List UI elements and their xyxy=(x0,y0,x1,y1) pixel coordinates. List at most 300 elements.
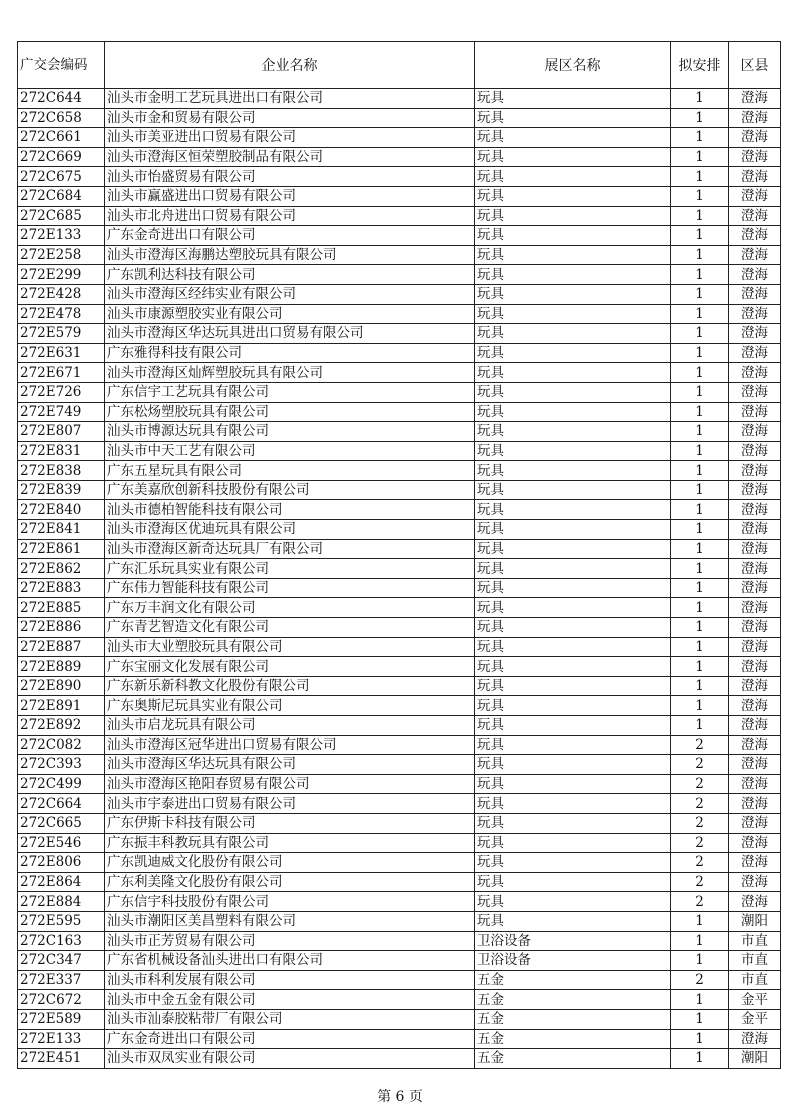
table-row xyxy=(18,324,781,344)
cell-county: 澄海 xyxy=(729,853,781,873)
cell-hall: 玩具 xyxy=(475,520,671,540)
table-row xyxy=(18,147,781,167)
cell-county: 澄海 xyxy=(729,186,781,206)
cell-code: 272E589 xyxy=(18,1009,105,1029)
table-row xyxy=(18,108,781,128)
cell-hall: 玩具 xyxy=(475,637,671,657)
cell-count: 1 xyxy=(671,480,729,500)
table-row xyxy=(18,265,781,285)
cell-county: 澄海 xyxy=(729,813,781,833)
cell-hall: 玩具 xyxy=(475,343,671,363)
cell-company: 广东伊斯卡科技有限公司 xyxy=(105,813,475,833)
cell-code: 272C685 xyxy=(18,206,105,226)
cell-hall: 五金 xyxy=(475,970,671,990)
cell-code: 272E451 xyxy=(18,1049,105,1069)
cell-county: 澄海 xyxy=(729,343,781,363)
cell-code: 272C661 xyxy=(18,128,105,148)
cell-county: 澄海 xyxy=(729,833,781,853)
table-row xyxy=(18,696,781,716)
cell-hall: 玩具 xyxy=(475,441,671,461)
cell-count: 1 xyxy=(671,265,729,285)
cell-county: 澄海 xyxy=(729,578,781,598)
table-row xyxy=(18,461,781,481)
cell-county: 澄海 xyxy=(729,422,781,442)
cell-hall: 玩具 xyxy=(475,206,671,226)
cell-hall: 玩具 xyxy=(475,774,671,794)
cell-county: 澄海 xyxy=(729,500,781,520)
cell-count: 1 xyxy=(671,402,729,422)
cell-county: 潮阳 xyxy=(729,911,781,931)
cell-code: 272E883 xyxy=(18,578,105,598)
cell-count: 1 xyxy=(671,716,729,736)
cell-code: 272E889 xyxy=(18,657,105,677)
cell-code: 272C499 xyxy=(18,774,105,794)
cell-county: 澄海 xyxy=(729,461,781,481)
table-row xyxy=(18,128,781,148)
cell-company: 广东凯利达科技有限公司 xyxy=(105,265,475,285)
cell-count: 1 xyxy=(671,618,729,638)
cell-company: 广东金奇进出口有限公司 xyxy=(105,226,475,246)
cell-count: 1 xyxy=(671,931,729,951)
table-row xyxy=(18,382,781,402)
cell-hall: 玩具 xyxy=(475,598,671,618)
cell-count: 1 xyxy=(671,186,729,206)
table-row xyxy=(18,951,781,971)
cell-county: 澄海 xyxy=(729,89,781,109)
cell-county: 澄海 xyxy=(729,755,781,775)
cell-county: 澄海 xyxy=(729,637,781,657)
cell-code: 272C684 xyxy=(18,186,105,206)
table-row xyxy=(18,559,781,579)
cell-county: 澄海 xyxy=(729,265,781,285)
cell-code: 272C669 xyxy=(18,147,105,167)
cell-county: 澄海 xyxy=(729,147,781,167)
cell-code: 272E546 xyxy=(18,833,105,853)
cell-county: 澄海 xyxy=(729,226,781,246)
table-row xyxy=(18,990,781,1010)
cell-hall: 玩具 xyxy=(475,128,671,148)
cell-company: 广东信宇科技股份有限公司 xyxy=(105,892,475,912)
cell-company: 广东美嘉欣创新科技股份有限公司 xyxy=(105,480,475,500)
page-number: 第 6 页 xyxy=(377,1089,423,1105)
cell-county: 澄海 xyxy=(729,324,781,344)
cell-county: 澄海 xyxy=(729,716,781,736)
cell-count: 1 xyxy=(671,578,729,598)
cell-company: 汕头市启龙玩具有限公司 xyxy=(105,716,475,736)
cell-hall: 玩具 xyxy=(475,245,671,265)
cell-hall: 玩具 xyxy=(475,716,671,736)
cell-count: 1 xyxy=(671,500,729,520)
cell-company: 广东凯迪威文化股份有限公司 xyxy=(105,853,475,873)
cell-county: 澄海 xyxy=(729,618,781,638)
cell-count: 1 xyxy=(671,108,729,128)
cell-count: 1 xyxy=(671,598,729,618)
cell-company: 汕头市澄海区华达玩具进出口贸易有限公司 xyxy=(105,324,475,344)
cell-count: 1 xyxy=(671,676,729,696)
cell-count: 1 xyxy=(671,911,729,931)
cell-count: 1 xyxy=(671,657,729,677)
cell-company: 汕头市宇泰进出口贸易有限公司 xyxy=(105,794,475,814)
cell-code: 272E258 xyxy=(18,245,105,265)
cell-count: 1 xyxy=(671,304,729,324)
cell-county: 澄海 xyxy=(729,1029,781,1049)
cell-company: 广东伟力智能科技有限公司 xyxy=(105,578,475,598)
cell-county: 澄海 xyxy=(729,559,781,579)
cell-code: 272E838 xyxy=(18,461,105,481)
table-row xyxy=(18,206,781,226)
cell-count: 1 xyxy=(671,422,729,442)
cell-count: 1 xyxy=(671,559,729,579)
cell-code: 272E886 xyxy=(18,618,105,638)
cell-company: 广东奥斯尼玩具实业有限公司 xyxy=(105,696,475,716)
cell-company: 汕头市澄海区优迪玩具有限公司 xyxy=(105,520,475,540)
cell-county: 澄海 xyxy=(729,676,781,696)
table-body xyxy=(18,89,781,1069)
cell-code: 272E839 xyxy=(18,480,105,500)
cell-company: 汕头市博源达玩具有限公司 xyxy=(105,422,475,442)
table-row xyxy=(18,618,781,638)
cell-county: 澄海 xyxy=(729,872,781,892)
table-row xyxy=(18,970,781,990)
table-row xyxy=(18,598,781,618)
cell-hall: 玩具 xyxy=(475,500,671,520)
header-county: 区县 xyxy=(729,42,781,89)
cell-company: 广东振丰科教玩具有限公司 xyxy=(105,833,475,853)
cell-company: 汕头市科利发展有限公司 xyxy=(105,970,475,990)
cell-hall: 玩具 xyxy=(475,618,671,638)
table-row xyxy=(18,794,781,814)
cell-count: 1 xyxy=(671,167,729,187)
cell-code: 272E807 xyxy=(18,422,105,442)
cell-company: 广东松炀塑胶玩具有限公司 xyxy=(105,402,475,422)
cell-hall: 玩具 xyxy=(475,872,671,892)
cell-company: 汕头市汕泰胶粘带厂有限公司 xyxy=(105,1009,475,1029)
cell-code: 272E840 xyxy=(18,500,105,520)
cell-hall: 五金 xyxy=(475,990,671,1010)
cell-code: 272E749 xyxy=(18,402,105,422)
cell-hall: 玩具 xyxy=(475,657,671,677)
cell-hall: 玩具 xyxy=(475,265,671,285)
header-code: 广交会编码 xyxy=(18,42,105,89)
cell-count: 2 xyxy=(671,970,729,990)
cell-count: 1 xyxy=(671,441,729,461)
cell-county: 澄海 xyxy=(729,774,781,794)
cell-company: 广东雅得科技有限公司 xyxy=(105,343,475,363)
cell-company: 汕头市大业塑胶玩具有限公司 xyxy=(105,637,475,657)
cell-hall: 玩具 xyxy=(475,382,671,402)
cell-code: 272E133 xyxy=(18,226,105,246)
cell-hall: 玩具 xyxy=(475,833,671,853)
cell-code: 272E892 xyxy=(18,716,105,736)
cell-hall: 玩具 xyxy=(475,402,671,422)
cell-county: 澄海 xyxy=(729,441,781,461)
cell-count: 1 xyxy=(671,1049,729,1069)
cell-code: 272E885 xyxy=(18,598,105,618)
cell-code: 272E891 xyxy=(18,696,105,716)
cell-code: 272C658 xyxy=(18,108,105,128)
cell-hall: 玩具 xyxy=(475,167,671,187)
cell-company: 汕头市中金五金有限公司 xyxy=(105,990,475,1010)
cell-hall: 玩具 xyxy=(475,755,671,775)
cell-hall: 玩具 xyxy=(475,559,671,579)
table-row xyxy=(18,402,781,422)
cell-count: 1 xyxy=(671,147,729,167)
cell-county: 澄海 xyxy=(729,382,781,402)
cell-count: 1 xyxy=(671,539,729,559)
table-row xyxy=(18,735,781,755)
cell-code: 272E671 xyxy=(18,363,105,383)
cell-count: 2 xyxy=(671,833,729,853)
cell-code: 272C082 xyxy=(18,735,105,755)
cell-count: 1 xyxy=(671,1029,729,1049)
cell-company: 广东信宇工艺玩具有限公司 xyxy=(105,382,475,402)
cell-code: 272C664 xyxy=(18,794,105,814)
table-row xyxy=(18,441,781,461)
table-row xyxy=(18,500,781,520)
cell-hall: 玩具 xyxy=(475,892,671,912)
cell-count: 1 xyxy=(671,206,729,226)
cell-count: 1 xyxy=(671,951,729,971)
cell-company: 汕头市澄海区经纬实业有限公司 xyxy=(105,284,475,304)
cell-company: 汕头市澄海区冠华进出口贸易有限公司 xyxy=(105,735,475,755)
table-row xyxy=(18,676,781,696)
cell-company: 汕头市金明工艺玩具进出口有限公司 xyxy=(105,89,475,109)
table-row xyxy=(18,167,781,187)
cell-county: 澄海 xyxy=(729,363,781,383)
cell-company: 汕头市潮阳区美昌塑料有限公司 xyxy=(105,911,475,931)
cell-count: 2 xyxy=(671,755,729,775)
cell-hall: 玩具 xyxy=(475,226,671,246)
cell-county: 澄海 xyxy=(729,696,781,716)
cell-county: 市直 xyxy=(729,951,781,971)
table-row xyxy=(18,539,781,559)
cell-county: 澄海 xyxy=(729,735,781,755)
cell-count: 1 xyxy=(671,696,729,716)
table-row xyxy=(18,657,781,677)
cell-hall: 五金 xyxy=(475,1009,671,1029)
header-company: 企业名称 xyxy=(105,42,475,89)
table-row xyxy=(18,931,781,951)
cell-code: 272E862 xyxy=(18,559,105,579)
header-row xyxy=(18,42,781,89)
cell-county: 澄海 xyxy=(729,480,781,500)
header-count: 拟安排 xyxy=(671,42,729,89)
cell-hall: 玩具 xyxy=(475,696,671,716)
cell-code: 272E890 xyxy=(18,676,105,696)
cell-county: 澄海 xyxy=(729,304,781,324)
cell-hall: 玩具 xyxy=(475,480,671,500)
cell-county: 澄海 xyxy=(729,892,781,912)
cell-count: 1 xyxy=(671,520,729,540)
table-row xyxy=(18,813,781,833)
table-row xyxy=(18,853,781,873)
cell-count: 1 xyxy=(671,128,729,148)
cell-county: 市直 xyxy=(729,970,781,990)
cell-company: 汕头市怡盛贸易有限公司 xyxy=(105,167,475,187)
cell-code: 272C665 xyxy=(18,813,105,833)
cell-county: 澄海 xyxy=(729,167,781,187)
cell-county: 澄海 xyxy=(729,539,781,559)
cell-county: 澄海 xyxy=(729,598,781,618)
cell-count: 2 xyxy=(671,853,729,873)
cell-count: 1 xyxy=(671,382,729,402)
cell-hall: 玩具 xyxy=(475,539,671,559)
cell-count: 2 xyxy=(671,794,729,814)
table-row xyxy=(18,1049,781,1069)
cell-county: 金平 xyxy=(729,1009,781,1029)
table-row xyxy=(18,284,781,304)
cell-hall: 玩具 xyxy=(475,794,671,814)
cell-county: 澄海 xyxy=(729,657,781,677)
cell-hall: 玩具 xyxy=(475,461,671,481)
cell-hall: 玩具 xyxy=(475,89,671,109)
cell-hall: 玩具 xyxy=(475,853,671,873)
cell-county: 澄海 xyxy=(729,128,781,148)
cell-code: 272E579 xyxy=(18,324,105,344)
cell-code: 272E887 xyxy=(18,637,105,657)
cell-code: 272C347 xyxy=(18,951,105,971)
cell-company: 汕头市赢盛进出口贸易有限公司 xyxy=(105,186,475,206)
cell-count: 1 xyxy=(671,245,729,265)
table-row xyxy=(18,89,781,109)
cell-hall: 玩具 xyxy=(475,363,671,383)
cell-company: 广东利美隆文化股份有限公司 xyxy=(105,872,475,892)
cell-county: 澄海 xyxy=(729,245,781,265)
table-row xyxy=(18,304,781,324)
table-row xyxy=(18,637,781,657)
cell-hall: 玩具 xyxy=(475,108,671,128)
cell-code: 272E133 xyxy=(18,1029,105,1049)
cell-company: 广东新乐新科教文化股份有限公司 xyxy=(105,676,475,696)
cell-code: 272E478 xyxy=(18,304,105,324)
cell-code: 272E595 xyxy=(18,911,105,931)
cell-code: 272C163 xyxy=(18,931,105,951)
cell-hall: 玩具 xyxy=(475,186,671,206)
table-row xyxy=(18,833,781,853)
cell-count: 1 xyxy=(671,1009,729,1029)
cell-code: 272E884 xyxy=(18,892,105,912)
cell-company: 汕头市澄海区灿辉塑胶玩具有限公司 xyxy=(105,363,475,383)
cell-hall: 五金 xyxy=(475,1029,671,1049)
cell-company: 汕头市康源塑胶实业有限公司 xyxy=(105,304,475,324)
cell-count: 2 xyxy=(671,813,729,833)
cell-count: 1 xyxy=(671,284,729,304)
table-row xyxy=(18,245,781,265)
cell-count: 2 xyxy=(671,774,729,794)
table-row xyxy=(18,716,781,736)
cell-hall: 玩具 xyxy=(475,676,671,696)
cell-company: 广东汇乐玩具实业有限公司 xyxy=(105,559,475,579)
table-row xyxy=(18,872,781,892)
cell-code: 272E337 xyxy=(18,970,105,990)
cell-count: 1 xyxy=(671,363,729,383)
cell-county: 潮阳 xyxy=(729,1049,781,1069)
cell-hall: 五金 xyxy=(475,1049,671,1069)
cell-count: 1 xyxy=(671,226,729,246)
cell-company: 广东青艺智造文化有限公司 xyxy=(105,618,475,638)
cell-code: 272E864 xyxy=(18,872,105,892)
cell-hall: 卫浴设备 xyxy=(475,951,671,971)
cell-hall: 玩具 xyxy=(475,147,671,167)
cell-county: 澄海 xyxy=(729,108,781,128)
cell-count: 2 xyxy=(671,735,729,755)
cell-code: 272C644 xyxy=(18,89,105,109)
cell-code: 272E726 xyxy=(18,382,105,402)
table-row xyxy=(18,755,781,775)
table-row xyxy=(18,520,781,540)
table-row xyxy=(18,1009,781,1029)
cell-county: 澄海 xyxy=(729,402,781,422)
cell-hall: 玩具 xyxy=(475,284,671,304)
cell-county: 市直 xyxy=(729,931,781,951)
cell-company: 汕头市德柏智能科技有限公司 xyxy=(105,500,475,520)
cell-county: 澄海 xyxy=(729,794,781,814)
table-row xyxy=(18,774,781,794)
cell-company: 广东宝丽文化发展有限公司 xyxy=(105,657,475,677)
cell-company: 广东五星玩具有限公司 xyxy=(105,461,475,481)
cell-county: 澄海 xyxy=(729,284,781,304)
cell-hall: 玩具 xyxy=(475,578,671,598)
cell-company: 广东省机械设备汕头进出口有限公司 xyxy=(105,951,475,971)
cell-company: 汕头市金和贸易有限公司 xyxy=(105,108,475,128)
table-header xyxy=(18,42,781,89)
cell-county: 澄海 xyxy=(729,520,781,540)
cell-company: 汕头市澄海区华达玩具有限公司 xyxy=(105,755,475,775)
cell-company: 汕头市美亚进出口贸易有限公司 xyxy=(105,128,475,148)
cell-count: 1 xyxy=(671,89,729,109)
cell-hall: 玩具 xyxy=(475,911,671,931)
cell-hall: 玩具 xyxy=(475,735,671,755)
cell-company: 汕头市正芳贸易有限公司 xyxy=(105,931,475,951)
cell-code: 272C675 xyxy=(18,167,105,187)
table-row xyxy=(18,911,781,931)
exhibitor-table xyxy=(17,41,781,1069)
cell-company: 汕头市澄海区海鹏达塑胶玩具有限公司 xyxy=(105,245,475,265)
cell-company: 广东万丰润文化有限公司 xyxy=(105,598,475,618)
cell-hall: 玩具 xyxy=(475,304,671,324)
cell-count: 1 xyxy=(671,343,729,363)
cell-company: 汕头市中天工艺有限公司 xyxy=(105,441,475,461)
cell-code: 272E299 xyxy=(18,265,105,285)
cell-code: 272E428 xyxy=(18,284,105,304)
cell-hall: 玩具 xyxy=(475,422,671,442)
cell-count: 1 xyxy=(671,324,729,344)
cell-company: 汕头市澄海区新奇达玩具厂有限公司 xyxy=(105,539,475,559)
cell-company: 广东金奇进出口有限公司 xyxy=(105,1029,475,1049)
table-row xyxy=(18,226,781,246)
header-hall: 展区名称 xyxy=(475,42,671,89)
table-row xyxy=(18,363,781,383)
cell-company: 汕头市双凤实业有限公司 xyxy=(105,1049,475,1069)
cell-code: 272E861 xyxy=(18,539,105,559)
table-row xyxy=(18,480,781,500)
cell-count: 2 xyxy=(671,872,729,892)
cell-county: 金平 xyxy=(729,990,781,1010)
cell-code: 272E806 xyxy=(18,853,105,873)
cell-count: 1 xyxy=(671,990,729,1010)
cell-code: 272E631 xyxy=(18,343,105,363)
table-row xyxy=(18,1029,781,1049)
table-row xyxy=(18,578,781,598)
cell-hall: 玩具 xyxy=(475,324,671,344)
table-row xyxy=(18,892,781,912)
cell-count: 2 xyxy=(671,892,729,912)
cell-count: 1 xyxy=(671,461,729,481)
cell-company: 汕头市澄海区恒荣塑胶制品有限公司 xyxy=(105,147,475,167)
cell-county: 澄海 xyxy=(729,206,781,226)
table-row xyxy=(18,343,781,363)
cell-hall: 玩具 xyxy=(475,813,671,833)
